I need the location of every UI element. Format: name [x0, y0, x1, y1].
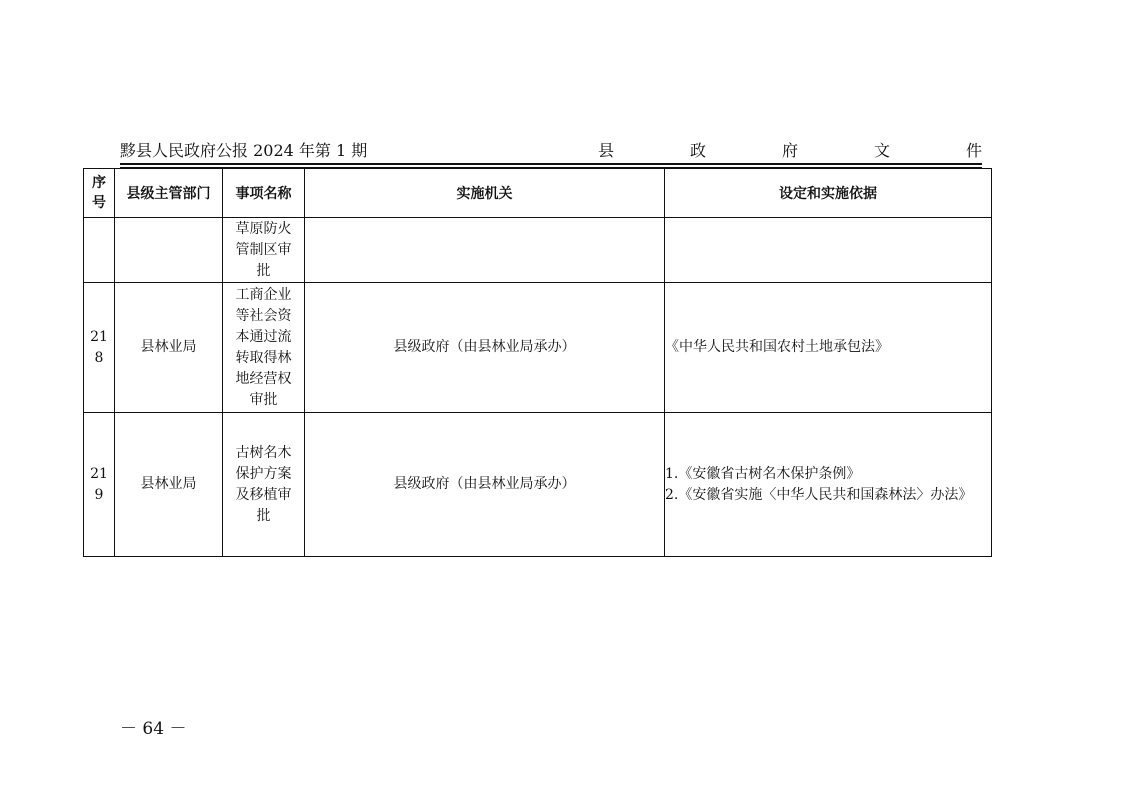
item-name-line: 古树名木 [235, 444, 292, 461]
table-row [84, 413, 992, 557]
column-header-basis: 设定和实施依据 [665, 169, 992, 218]
seq-line: 21 [90, 465, 108, 482]
item-name-line: 等社会资 [235, 307, 292, 324]
gazette-title: 黟县人民政府公报 2024 年第 1 期 [120, 141, 368, 160]
basis-line: 1.《安徽省古树名木保护条例》 [665, 465, 861, 482]
item-name-line: 及移植审 [235, 486, 292, 503]
agency-cell [305, 218, 665, 283]
department-cell: 县林业局 [115, 283, 223, 413]
item-name-line: 地经营权 [235, 370, 292, 387]
seq-line: 21 [90, 328, 108, 345]
category-char: 文 [873, 141, 890, 160]
item-name-line: 审批 [249, 391, 278, 408]
table-header-row [84, 169, 992, 218]
column-header-item-name: 事项名称 [223, 169, 305, 218]
seq-cell [84, 283, 115, 413]
page-header [120, 140, 982, 162]
approval-items-table [83, 168, 992, 557]
item-name-line: 批 [256, 262, 271, 279]
column-header-seq [84, 169, 115, 218]
item-name-cell [223, 413, 305, 557]
seq-header-line: 序 [92, 175, 106, 191]
document-category [598, 140, 982, 162]
column-header-agency: 实施机关 [305, 169, 665, 218]
category-char: 县 [598, 141, 615, 160]
item-name-cell [223, 283, 305, 413]
category-char: 政 [689, 141, 706, 160]
seq-cell [84, 218, 115, 283]
seq-line: 9 [94, 486, 104, 503]
department-cell: 县林业局 [115, 413, 223, 557]
basis-line: 2.《安徽省实施〈中华人民共和国森林法〉办法》 [665, 486, 973, 503]
category-char: 件 [965, 141, 982, 160]
table-row [84, 283, 992, 413]
item-name-line: 管制区审 [235, 241, 292, 258]
department-cell [115, 218, 223, 283]
item-name-line: 本通过流 [235, 328, 292, 345]
basis-cell [665, 283, 992, 413]
header-rule-thick [120, 163, 982, 165]
item-name-line: 保护方案 [235, 465, 292, 482]
basis-cell [665, 413, 992, 557]
table-row [84, 218, 992, 283]
item-name-line: 工商企业 [235, 286, 292, 303]
agency-cell: 县级政府（由县林业局承办） [305, 283, 665, 413]
page-number: － 64 － [120, 719, 187, 739]
item-name-line: 转取得林 [235, 349, 292, 366]
category-char: 府 [781, 141, 798, 160]
item-name-line: 批 [256, 507, 271, 524]
column-header-department: 县级主管部门 [115, 169, 223, 218]
seq-cell [84, 413, 115, 557]
basis-line: 《中华人民共和国农村土地承包法》 [665, 339, 889, 355]
agency-cell: 县级政府（由县林业局承办） [305, 413, 665, 557]
item-name-cell [223, 218, 305, 283]
seq-header-line: 号 [92, 195, 106, 211]
basis-cell [665, 218, 992, 283]
item-name-line: 草原防火 [235, 220, 292, 237]
seq-line: 8 [94, 349, 104, 366]
